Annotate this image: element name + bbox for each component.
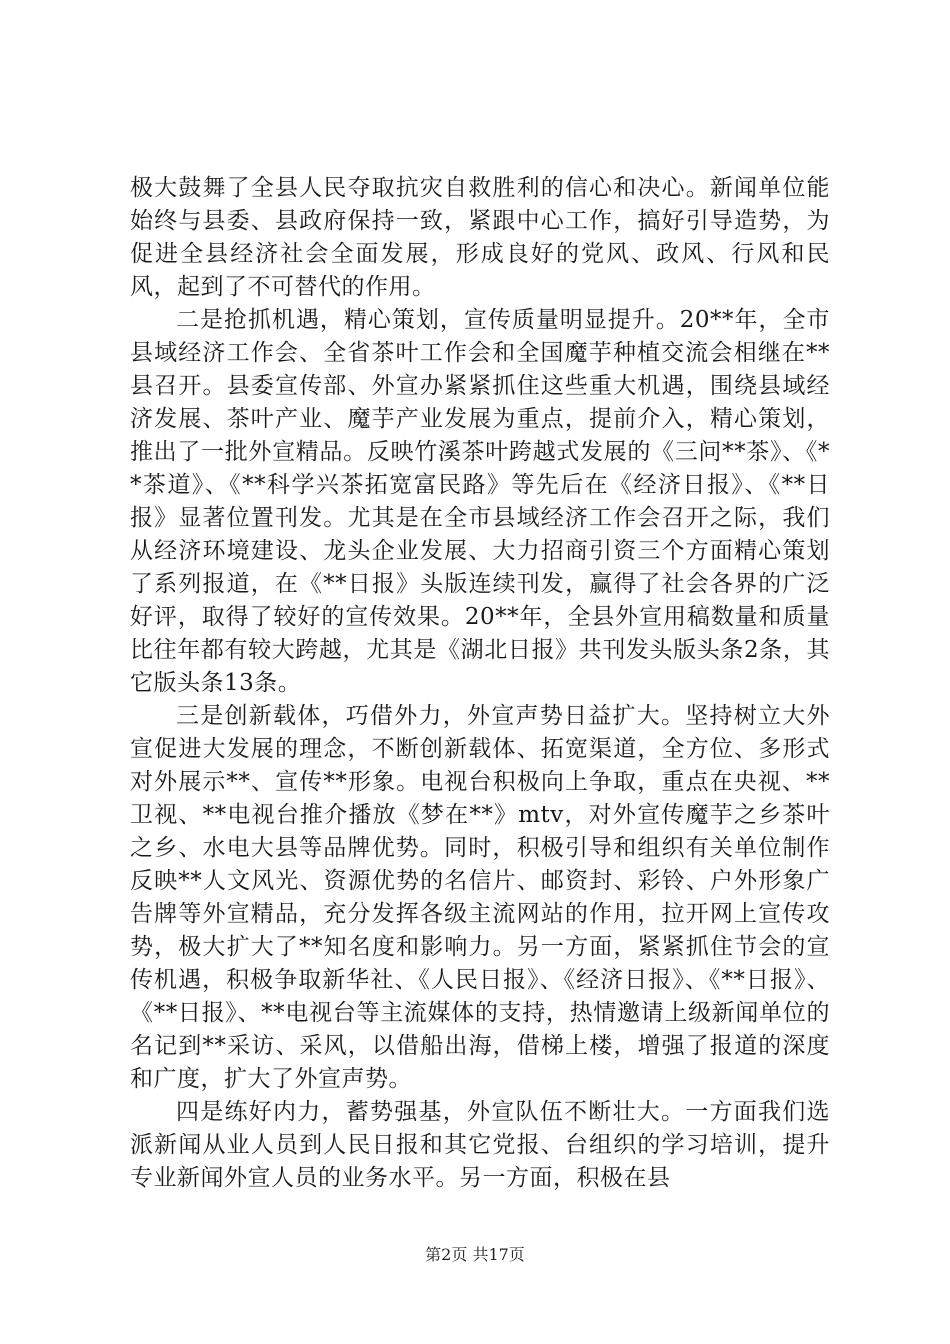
paragraph-2: 二是抢抓机遇，精心策划，宣传质量明显提升。20**年，全市县域经济工作会、全省茶叶工作会和全国魔芋种植交流会相继在**县召开。县委宣传部、外宣办紧紧抓住这些重大机遇，围绕县域经济发展、茶叶产业、魔芋产业发展为重点，提前介入，精心策划，推出了一批外宣精品。反映竹溪茶叶跨越式发展的《三问**茶》、《**茶道》、《**科学兴茶拓宽富民路》等先后在《经济日报》、《**日报》显著位置刊发。尤其是在全市县域经济工作会召开之际，我们从经济环境建设、龙头企业发展、大力招商引资三个方面精心策划了系列报道，在《**日报》头版连续刊发，赢得了社会各界的广泛好评，取得了较好的宣传效果。20**年，全县外宣用稿数量和质量比往年都有较大跨越，尤其是《湖北日报》共刊发头版头条2条，其它版头条13条。	[130, 307, 830, 696]
paragraph-1: 极大鼓舞了全县人民夺取抗灾自救胜利的信心和决心。新闻单位能始终与县委、县政府保持一致，紧跟中心工作，搞好引导造势，为促进全县经济社会全面发展，形成良好的党风、政风、行风和民风，起到了不可替代的作用。	[130, 175, 830, 300]
paragraph-4: 四是练好内力，蓄势强基，外宣队伍不断壮大。一方面我们选派新闻从业人员到人民日报和其它党报、台组织的学习培训，提升专业新闻外宣人员的业务水平。另一方面，积极在县	[130, 1099, 830, 1191]
page-number-footer: 第2页 共17页	[425, 1245, 525, 1264]
body-text	[130, 172, 830, 1195]
paragraph-3: 三是创新载体，巧借外力，外宣声势日益扩大。坚持树立大外宣促进大发展的理念，不断创新载体、拓宽渠道，全方位、多形式对外展示**、宣传**形象。电视台积极向上争取，重点在央视、**卫视、**电视台推介播放《梦在**》mtv，对外宣传魔芋之乡茶叶之乡、水电大县等品牌优势。同时，积极引导和组织有关单位制作反映**人文风光、资源优势的名信片、邮资封、彩铃、户外形象广告牌等外宣精品，充分发挥各级主流网站的作用，拉开网上宣传攻势，极大扩大了**知名度和影响力。另一方面，紧紧抓住节会的宣传机遇，积极争取新华社、《人民日报》、《经济日报》、《**日报》、《**日报》、**电视台等主流媒体的支持，热情邀请上级新闻单位的名记到**采访、采风，以借船出海，借梯上楼，增强了报道的深度和广度，扩大了外宣声势。	[130, 703, 831, 1092]
